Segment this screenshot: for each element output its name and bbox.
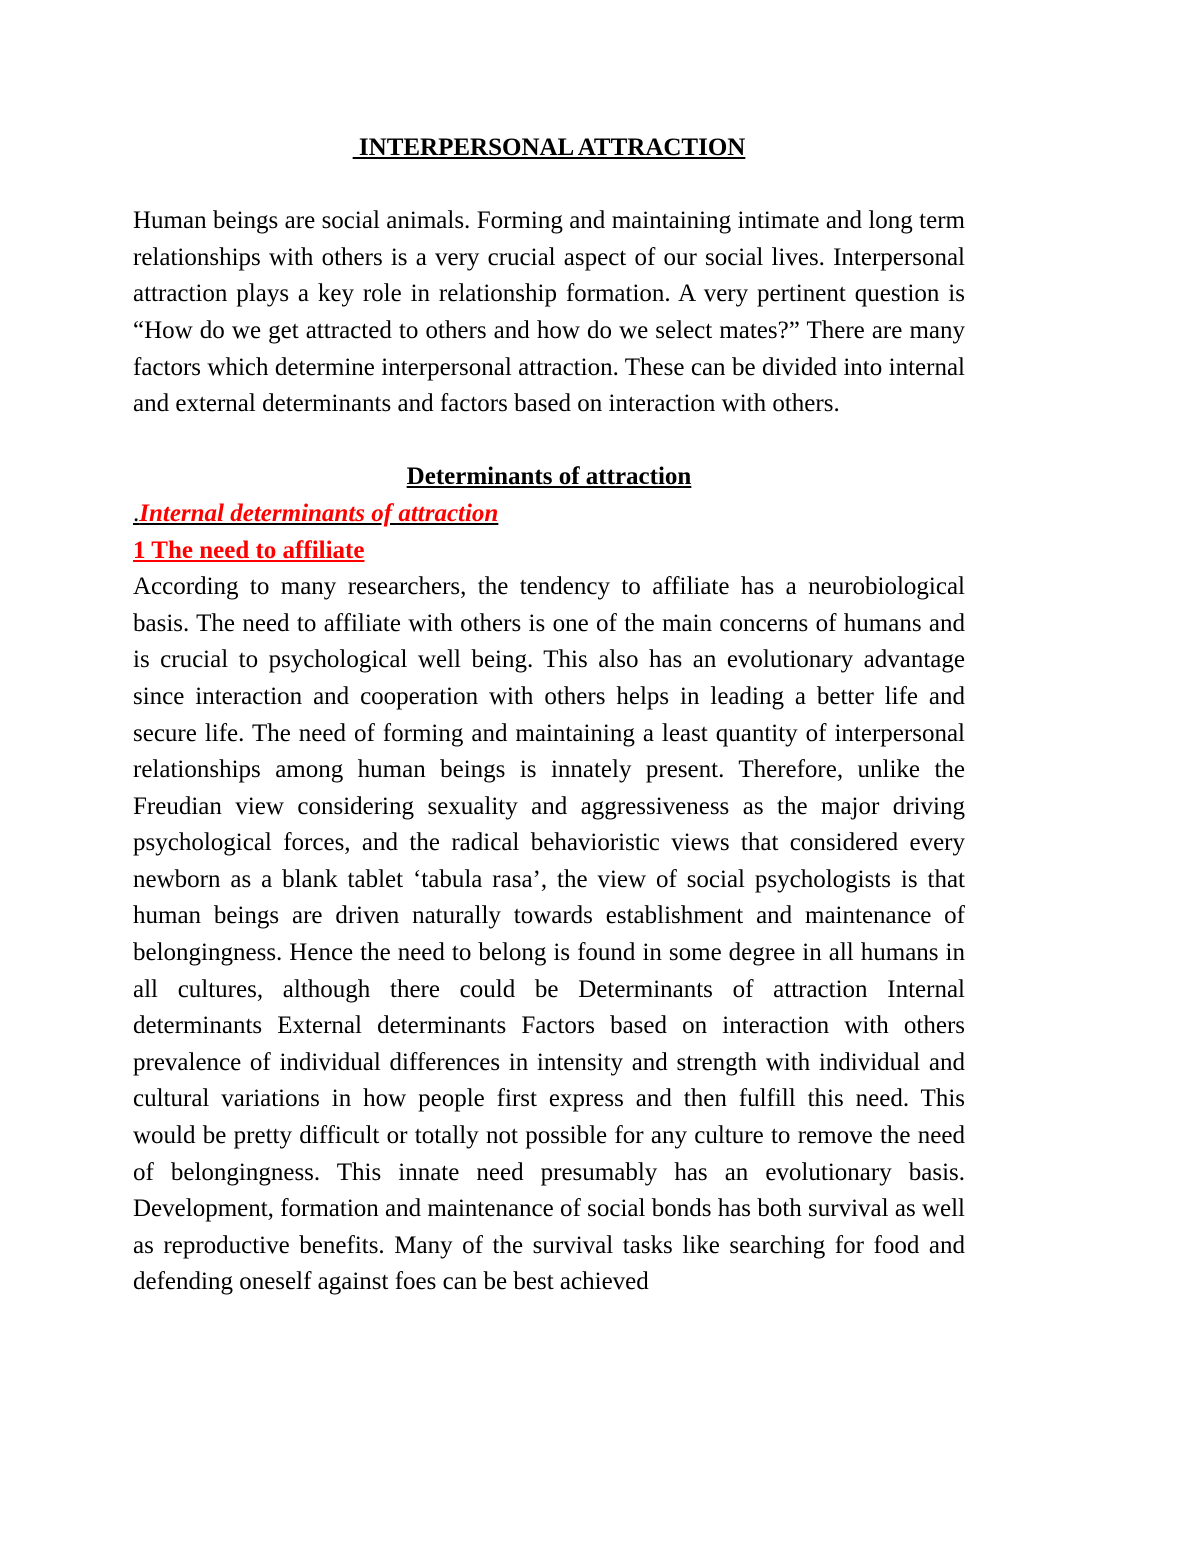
paragraph-spacer (133, 423, 965, 460)
body-paragraph: According to many researchers, the tendency to affiliate has a neurobiological basis. The need to affiliate with others is one of the main concerns of humans and is crucial to psychological well being. This also has an evolutionary advantage since interaction and cooperation with others helps in leading a better life and secure life. The need of forming and maintaining a least quantity of interpersonal relationships among human beings is innately present. Therefore, unlike the Freudian view considering sexuality and aggressiveness as the major driving psychological forces, and the radical behavioristic views that considered every newborn as a blank tablet ‘tabula rasa’, the view of social psychologists is that human beings are driven naturally towards establishment and maintenance of belongingness. Hence the need to belong is found in some degree in all humans in all cultures, although there could be Determinants of attraction Internal determinants External determinants Factors based on interaction with others prevalence of individual differences in intensity and strength with individual and cultural variations in how people first express and then fulfill this need. This would be pretty difficult or totally not possible for any culture to remove the need of belongingness. This innate need presumably has an evolutionary basis. Development, formation and maintenance of social bonds has both survival as well as reproductive benefits. Many of the survival tasks like searching for food and defending oneself against foes can be best achieved (133, 573, 965, 1296)
point-heading: 1 The need to affiliate (133, 536, 365, 564)
document-page (133, 130, 965, 1301)
subsection-label: Internal determinants of attraction (139, 499, 499, 527)
document-title: INTERPERSONAL ATTRACTION (352, 134, 746, 161)
subsection-prefix: . (133, 499, 140, 527)
subsection-heading (133, 496, 965, 533)
intro-paragraph: Human beings are social animals. Forming and maintaining intimate and long term relationships with others is a very crucial aspect of our social lives. Interpersonal attraction plays a key role in relationship formation. A very pertinent question is “How do we get attracted to others and how do we select mates?” There are many factors which determine interpersonal attraction. These can be divided into internal and external determinants and factors based on interaction with others. (133, 207, 965, 418)
section-heading: Determinants of attraction (406, 463, 692, 491)
